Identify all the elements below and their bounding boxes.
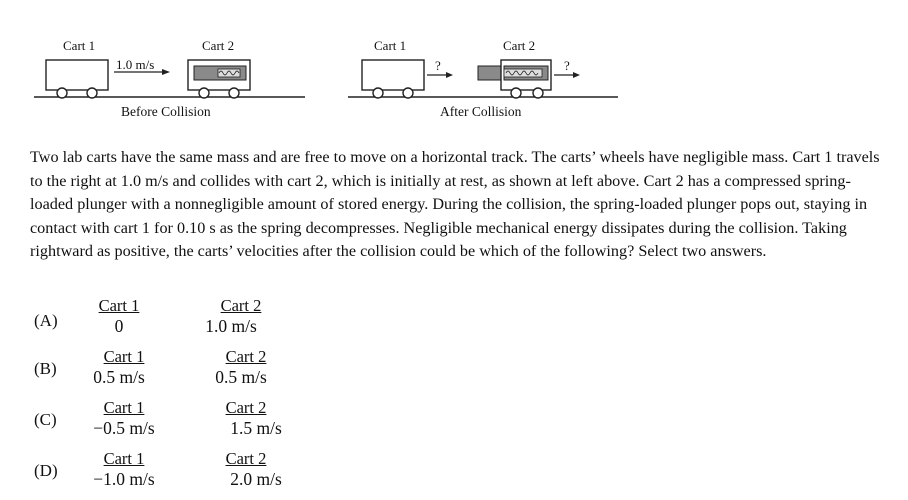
after-cart1 <box>362 60 424 98</box>
cart1-velocity: 0 <box>114 316 124 336</box>
before-velocity-label: 1.0 m/s <box>116 57 155 72</box>
after-cart2 <box>478 60 551 98</box>
before-cart1-label: Cart 1 <box>63 38 96 53</box>
cart2-velocity: 2.0 m/s <box>230 469 282 489</box>
choice-letter: (B) <box>34 359 57 378</box>
cart2-header: Cart 2 <box>220 296 262 315</box>
after-cart2-label: Cart 2 <box>503 38 536 53</box>
question-text: Two lab carts have the same mass and are free to move on a horizontal track. The carts’ wheels have negligible mass. Cart 1 travels to the right at 1.0 m/s and collides with cart 2, which is initially at rest, as shown at left above. Cart 2 has a compressed spring-loaded plunger with a nonnegligible amount of stored energy. During the collision, the spring-loaded plunger pops out, staying in contact with cart 1 for 0.10 s as the spring decompresses. Negligible mechanical energy dissipates during the collision. Taking rightward as positive, the carts’ velocities after the collision could be which of the following? Select two answers. <box>30 148 880 261</box>
cart2-header: Cart 2 <box>225 398 267 417</box>
cart2-velocity: 1.0 m/s <box>205 316 257 336</box>
cart1-velocity: −1.0 m/s <box>93 469 155 489</box>
after-cart2-unknown-velocity: ? <box>564 58 570 73</box>
before-cart2-label: Cart 2 <box>202 38 235 53</box>
cart1-header: Cart 1 <box>103 449 145 468</box>
cart2-velocity: 0.5 m/s <box>215 367 267 387</box>
cart2-velocity: 1.5 m/s <box>230 418 282 438</box>
after-cart1-unknown-velocity: ? <box>435 58 441 73</box>
choice-letter: (C) <box>34 410 57 429</box>
after-caption: After Collision <box>440 104 522 119</box>
choice-letter: (D) <box>34 461 58 480</box>
cart2-header: Cart 2 <box>225 449 267 468</box>
cart1-header: Cart 1 <box>103 347 145 366</box>
cart1-header: Cart 1 <box>103 398 145 417</box>
before-cart1 <box>46 60 108 98</box>
cart1-header: Cart 1 <box>98 296 140 315</box>
before-caption: Before Collision <box>121 104 211 119</box>
before-velocity-arrow <box>114 69 170 75</box>
choice-letter: (A) <box>34 311 58 330</box>
before-cart2 <box>188 60 250 98</box>
cart1-velocity: 0.5 m/s <box>93 367 145 387</box>
cart2-header: Cart 2 <box>225 347 267 366</box>
cart1-velocity: −0.5 m/s <box>93 418 155 438</box>
after-cart1-label: Cart 1 <box>374 38 407 53</box>
